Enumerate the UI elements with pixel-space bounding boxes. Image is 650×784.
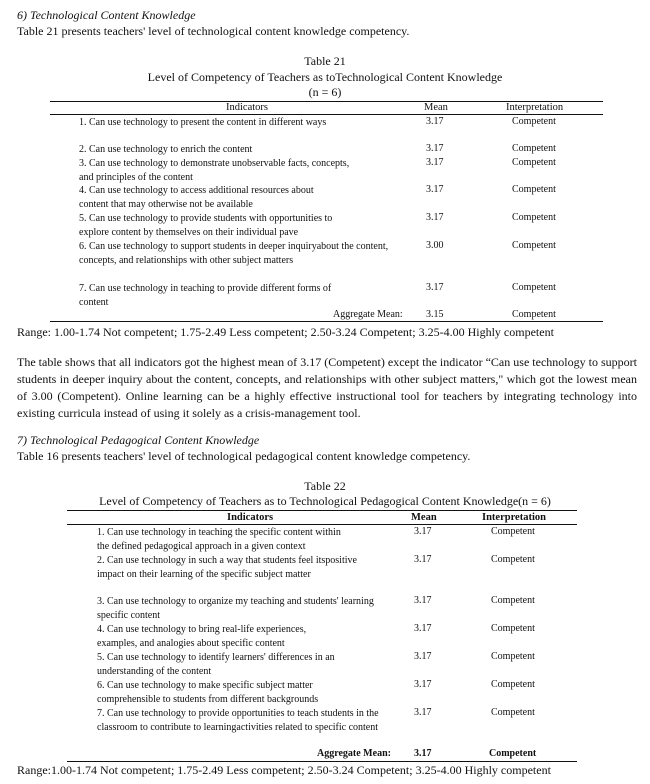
table22-row3-indicator: 3. Can use technology to organize my teaching and students' learning specific content [97, 596, 374, 621]
table22-row1-interp: Competent [491, 526, 535, 537]
table21-header-indicators: Indicators [226, 102, 268, 113]
table22-header-interpretation: Interpretation [482, 512, 546, 523]
table21-aggregate-label: Aggregate Mean: [333, 309, 403, 320]
table21-row6-mean: 3.00 [426, 240, 444, 251]
table22-row3-mean: 3.17 [414, 595, 432, 606]
table21-range-note: Range: 1.00-1.74 Not competent; 1.75-2.49 Less competent; 2.50-3.24 Competent; 3.25-4.00 Highly competent [17, 325, 554, 339]
table22-row3-interp: Competent [491, 595, 535, 606]
table22-header-rule [67, 524, 577, 525]
table22-top-rule [67, 510, 577, 511]
table21-row6-interp: Competent [512, 240, 556, 251]
table22-row4-mean: 3.17 [414, 623, 432, 634]
table21-row3-indicator: 3. Can use technology to demonstrate unobservable facts, concepts, and principles of the content [79, 158, 350, 183]
table22-row6-interp: Competent [491, 679, 535, 690]
table21-row4-mean: 3.17 [426, 184, 444, 195]
table21-row7-indicator: 7. Can use technology in teaching to provide different forms of content [79, 283, 332, 308]
table21-row1-interp: Competent [512, 116, 556, 127]
table21-row7-interp: Competent [512, 282, 556, 293]
section-6-intro: Table 21 presents teachers' level of technological content knowledge competency. [17, 24, 410, 38]
table22-row5-indicator: 5. Can use technology to identify learners' differences in an understanding of the content [97, 652, 335, 677]
table21-row1-mean: 3.17 [426, 116, 444, 127]
table22-aggregate-label: Aggregate Mean: [317, 748, 391, 759]
table22-row2-mean: 3.17 [414, 554, 432, 565]
table22-row7-interp: Competent [491, 707, 535, 718]
table22-row4-indicator: 4. Can use technology to bring real-life experiences, examples, and analogies about specific content [97, 624, 307, 649]
table21-row2-interp: Competent [512, 143, 556, 154]
section-6-heading: 6) Technological Content Knowledge [17, 8, 196, 22]
table22-bottom-rule [67, 761, 577, 762]
table21-row4-indicator: 4. Can use technology to access additional resources about content that may otherwise not be available [79, 185, 314, 210]
discussion-paragraph: The table shows that all indicators got the highest mean of 3.17 (Competent) except the indicator “Can use technology to support students in deeper inquiry about the content, concepts, and relationships with other subject matters," which got the lowest mean of 3.00 (Competent). Online learning can be a highly effective instructional tool for teachers by integrating technology into existing curricula instead of using it solely as a crisis-management tool. [17, 355, 637, 420]
table21-row1-indicator: 1. Can use technology to present the content in different ways [79, 117, 327, 128]
table21-row2-mean: 3.17 [426, 143, 444, 154]
table21-label: Table 21 [304, 54, 346, 68]
table21-row4-interp: Competent [512, 184, 556, 195]
table22-label: Table 22 [304, 479, 346, 493]
table21-row5-indicator: 5. Can use technology to provide students with opportunities to explore content by themselves on their individual pave [79, 213, 333, 238]
table21-header-interpretation: Interpretation [506, 102, 564, 113]
table22-row1-indicator: 1. Can use technology in teaching the specific content within the defined pedagogical approach in a given context [97, 527, 341, 552]
table22-header-mean: Mean [411, 512, 437, 523]
table22-header-indicators: Indicators [227, 512, 274, 523]
table21-row7-mean: 3.17 [426, 282, 444, 293]
table22-row6-mean: 3.17 [414, 679, 432, 690]
table22-row4-interp: Competent [491, 623, 535, 634]
table21-row3-mean: 3.17 [426, 157, 444, 168]
table21-n: (n = 6) [308, 85, 342, 99]
table22-aggregate-interp: Competent [489, 748, 537, 759]
table21-row3-interp: Competent [512, 157, 556, 168]
table21-title: Level of Competency of Teachers as toTechnological Content Knowledge [147, 70, 503, 84]
table21-aggregate-mean: 3.15 [426, 309, 444, 320]
table22-range-note: Range:1.00-1.74 Not competent; 1.75-2.49 Less competent; 2.50-3.24 Competent; 3.25-4.00 Highly competent [17, 763, 551, 777]
table21-bottom-rule [50, 321, 603, 322]
table21-row5-interp: Competent [512, 212, 556, 223]
table22-row5-interp: Competent [491, 651, 535, 662]
table22-row2-indicator: 2. Can use technology in such a way that students feel itspositive impact on their learning of the specific subject matter [97, 555, 357, 580]
table22-title: Level of Competency of Teachers as to Technological Pedagogical Content Knowledge(n = 6) [99, 494, 551, 508]
table21-header-rule [50, 114, 603, 115]
table21-aggregate-interp: Competent [512, 309, 556, 320]
table22-row7-indicator: 7. Can use technology to provide opportunities to teach students in the classroom to contribute to learningactivities related to specific content [97, 708, 379, 733]
table21-row5-mean: 3.17 [426, 212, 444, 223]
section-7-heading: 7) Technological Pedagogical Content Knowledge [17, 433, 260, 447]
table22-row5-mean: 3.17 [414, 651, 432, 662]
table22-row2-interp: Competent [491, 554, 535, 565]
table21-header-mean: Mean [424, 102, 448, 113]
table21-row2-indicator: 2. Can use technology to enrich the content [79, 144, 253, 155]
table22-aggregate-mean: 3.17 [414, 748, 432, 759]
section-7-intro: Table 16 presents teachers' level of technological pedagogical content knowledge competency. [17, 449, 471, 463]
table22-row7-mean: 3.17 [414, 707, 432, 718]
table21-row6-indicator: 6. Can use technology to support students in deeper inquiryabout the content, concepts, and relationships with other subject matters [79, 241, 389, 266]
table22-row6-indicator: 6. Can use technology to make specific subject matter comprehensible to students from different backgrounds [97, 680, 319, 705]
table22-row1-mean: 3.17 [414, 526, 432, 537]
